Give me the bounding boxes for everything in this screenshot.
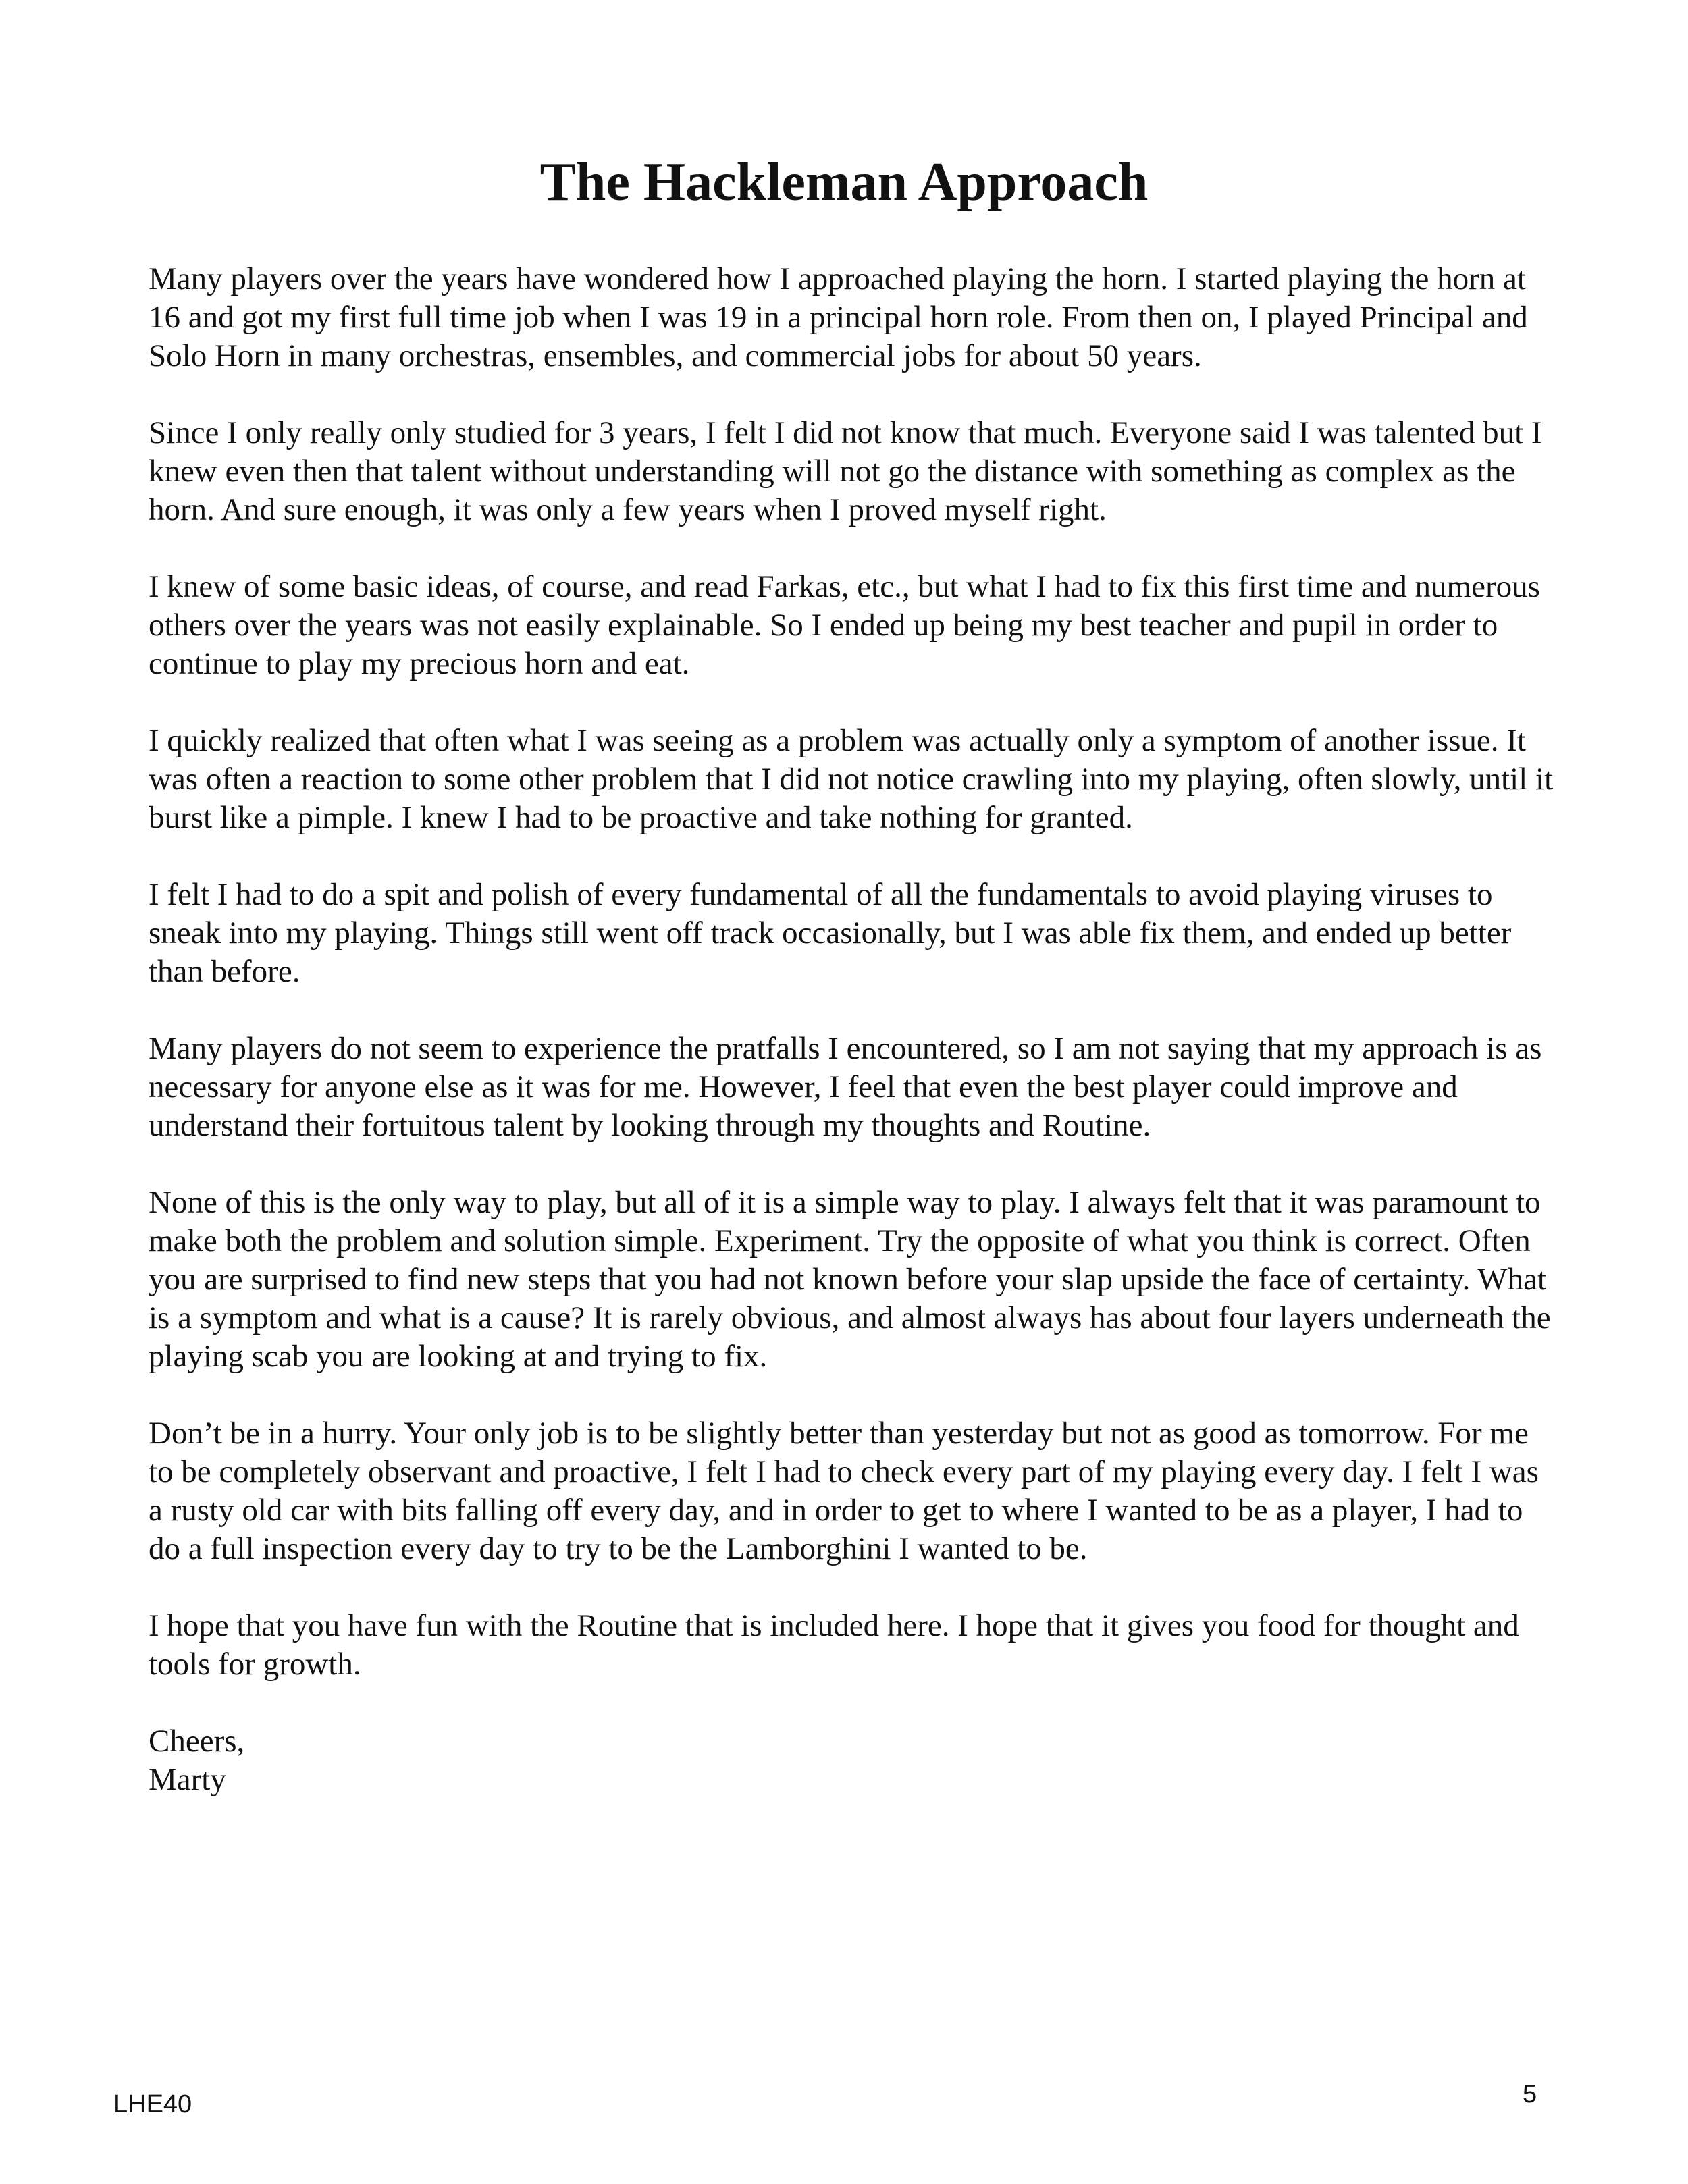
signoff-name: Marty	[149, 1762, 226, 1797]
paragraph-7: None of this is the only way to play, but all of it is a simple way to play. I always felt that it was paramount to make both the problem and solution simple. Experiment. Try the opposite of what you think is correct. Often you are surprised to find new steps that you had not known before your slap upside the face of certainty. What is a symptom and what is a cause? It is rarely obvious, and almost always has about four layers underneath the playing scab you are looking at and trying to fix.	[149, 1185, 1551, 1374]
paragraph-3: I knew of some basic ideas, of course, and read Farkas, etc., but what I had to fix this first time and numerous others over the years was not easily explainable. So I ended up being my best teacher and pupil in order to continue to play my precious horn and eat.	[149, 569, 1540, 681]
paragraph-9: I hope that you have fun with the Routine that is included here. I hope that it gives you food for thought and tools for growth.	[149, 1608, 1519, 1682]
paragraph-4: I quickly realized that often what I was seeing as a problem was actually only a symptom of another issue. It was often a reaction to some other problem that I did not notice crawling into my playing, often slowly, until it burst like a pimple. I knew I had to be proactive and take nothing for granted.	[149, 723, 1554, 835]
paragraph-1: Many players over the years have wondered how I approached playing the horn. I started playing the horn at 16 and got my first full time job when I was 19 in a principal horn role. From then on, I played Principal and Solo Horn in many orchestras, ensembles, and commercial jobs for about 50 years.	[149, 261, 1528, 373]
page-number: 5	[1523, 2080, 1537, 2108]
footer-code: LHE40	[113, 2090, 192, 2119]
paragraph-2: Since I only really only studied for 3 years, I felt I did not know that much. Everyone said I was talented but I knew even then that talent without understanding will not go the distance with something as complex as the horn. And sure enough, it was only a few years when I proved myself right.	[149, 415, 1542, 527]
paragraph-5: I felt I had to do a spit and polish of every fundamental of all the fundamentals to avoid playing viruses to sneak into my playing. Things still went off track occasionally, but I was able fix them, and ended up better than before.	[149, 877, 1512, 989]
page-title: The Hackleman Approach	[539, 153, 1149, 212]
paragraph-6: Many players do not seem to experience the pratfalls I encountered, so I am not saying that my approach is as necessary for anyone else as it was for me. However, I feel that even the best player could improve and understand their fortuitous talent by looking through my thoughts and Routine.	[149, 1031, 1542, 1143]
paragraph-8: Don’t be in a hurry. Your only job is to be slightly better than yesterday but not as good as tomorrow. For me to be completely observant and proactive, I felt I had to check every part of my playing every day. I felt I was a rusty old car with bits falling off every day, and in order to get to where I wanted to be as a player, I had to do a full inspection every day to try to be the Lamborghini I wanted to be.	[149, 1416, 1539, 1566]
body-text	[149, 260, 1560, 1838]
signoff-closing: Cheers,	[149, 1724, 245, 1759]
signoff	[149, 1722, 1560, 1799]
